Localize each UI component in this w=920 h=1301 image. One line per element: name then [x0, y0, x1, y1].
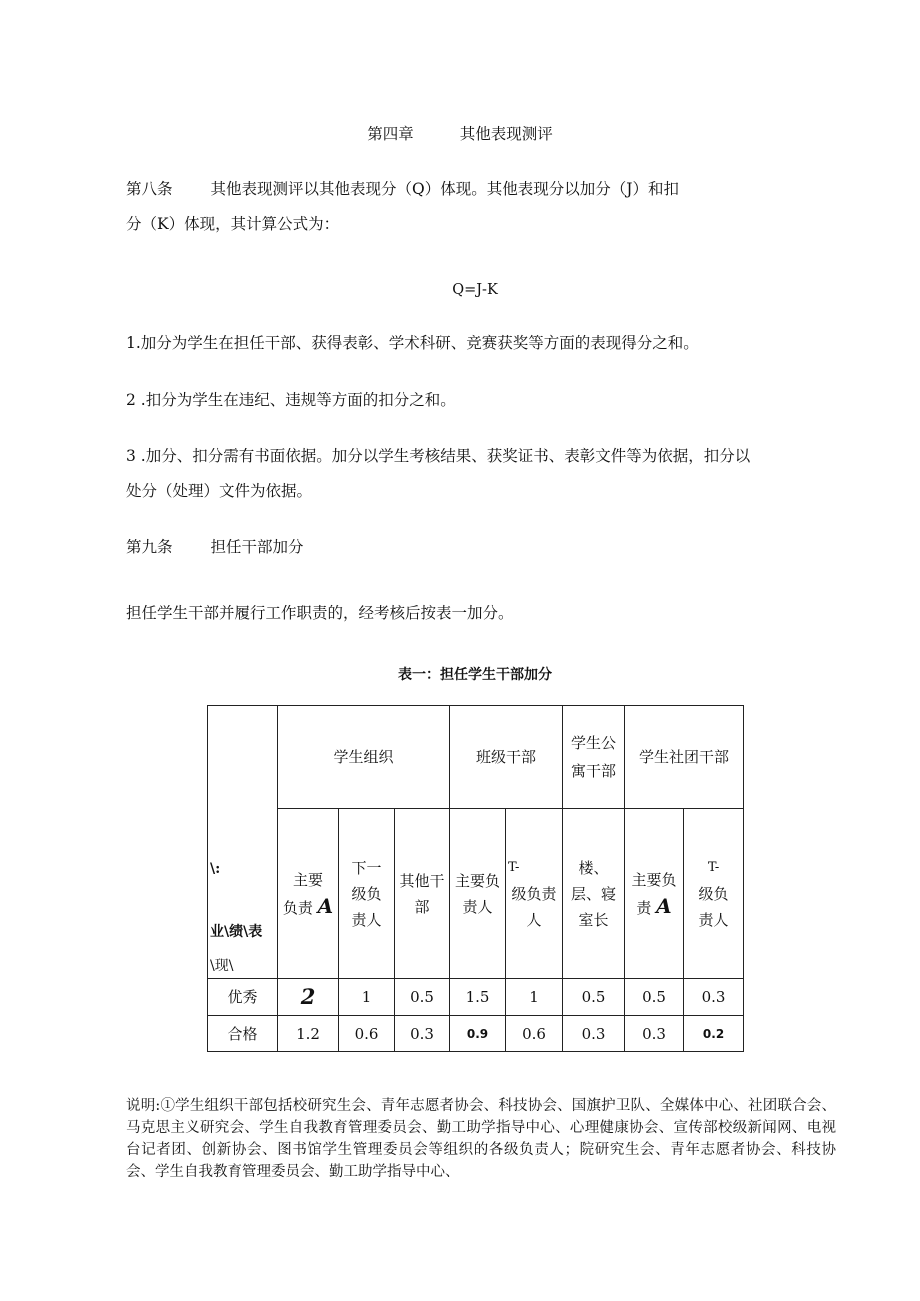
corner-text-2: 业\绩\表 — [210, 924, 263, 940]
group-student-org: 学生组织 — [278, 706, 450, 809]
value-cell: 0.5 — [395, 979, 450, 1016]
sub-header-org-next: 下一 级负 责人 — [339, 809, 395, 979]
value-cell: 0.2 — [684, 1016, 744, 1052]
table-caption: 表一：担任学生干部加分 — [398, 667, 552, 683]
value-cell: 0.9 — [450, 1016, 506, 1052]
group-dorm-cadre: 学生公寓干部 — [563, 706, 625, 809]
chapter-heading — [0, 122, 920, 144]
value-cell: 0.5 — [563, 979, 625, 1016]
sub-header-class-next: T- 级负责 人 — [506, 809, 563, 979]
article-8-line-1: 第八条 其他表现测评以其他表现分（Q）体现。其他表现分以加分（J）和扣 — [126, 180, 679, 198]
value-cell: 1.5 — [450, 979, 506, 1016]
article-9-label: 第九条 — [126, 538, 173, 556]
value-cell: 0.3 — [563, 1016, 625, 1052]
table-row-excellent — [208, 979, 744, 1016]
article-9-title: 担任干部加分 — [210, 538, 304, 556]
value-cell: 2 — [278, 979, 339, 1016]
article-8-line-2: 分（K）体现，其计算公式为： — [126, 215, 340, 233]
sub-header-dorm: 楼、 层、寝 室长 — [563, 809, 625, 979]
value-cell: 1 — [339, 979, 395, 1016]
cadre-points-table — [207, 705, 744, 1052]
corner-header-cell — [208, 706, 278, 979]
value-cell: 0.6 — [506, 1016, 563, 1052]
corner-text-1: \: — [210, 861, 221, 877]
value-cell: 0.3 — [684, 979, 744, 1016]
group-club-cadre: 学生社团干部 — [625, 706, 744, 809]
group-class-cadre: 班级干部 — [450, 706, 563, 809]
item-3-line-1: 3 .加分、扣分需有书面依据。加分以学生考核结果、获奖证书、表彰文件等为依据，扣分以 — [126, 447, 751, 465]
formula: Q=J-K — [452, 282, 498, 298]
table-row-pass — [208, 1016, 744, 1052]
table-note: 说明:①学生组织干部包括校研究生会、青年志愿者协会、科技协会、国旗护卫队、全媒体中心、社团联合会、马克思主义研究会、学生自我教育管理委员会、勤工助学指导中心、心理健康协会、宣传部校级新闻网、电视台记者团、创新协会、图书馆学生管理委员会等组织的各级负责人；院研究生会、青年志愿者协会、科技协会、学生自我教育管理委员会、勤工助学指导中心、 — [126, 1098, 836, 1180]
row-label: 合格 — [208, 1016, 278, 1052]
table-intro: 担任学生干部并履行工作职责的，经考核后按表一加分。 — [126, 604, 514, 622]
value-cell: 1 — [506, 979, 563, 1016]
sub-header-club-next: T- 级负 责人 — [684, 809, 744, 979]
article-9-heading — [126, 537, 304, 557]
article-8-label: 第八条 — [126, 180, 173, 198]
sub-header-class-main: 主要负 责人 — [450, 809, 506, 979]
sub-header-org-other: 其他干 部 — [395, 809, 450, 979]
item-2: 2 .扣分为学生在违纪、违规等方面的扣分之和。 — [126, 391, 456, 409]
value-cell: 0.6 — [339, 1016, 395, 1052]
item-3-line-2: 处分（处理）文件为依据。 — [126, 482, 313, 500]
chapter-title: 其他表现测评 — [459, 125, 553, 143]
sub-header-club-main: 主要负 责 A — [625, 809, 684, 979]
chapter-number: 第四章 — [367, 125, 414, 143]
value-cell: 1.2 — [278, 1016, 339, 1052]
value-cell: 0.3 — [395, 1016, 450, 1052]
corner-text-3: \现\ — [210, 958, 234, 974]
item-1: 1.加分为学生在担任干部、获得表彰、学术科研、竞赛获奖等方面的表现得分之和。 — [126, 334, 699, 352]
sub-header-org-main: 主要 负责 A — [278, 809, 339, 979]
row-label: 优秀 — [208, 979, 278, 1016]
value-cell: 0.3 — [625, 1016, 684, 1052]
value-cell: 0.5 — [625, 979, 684, 1016]
